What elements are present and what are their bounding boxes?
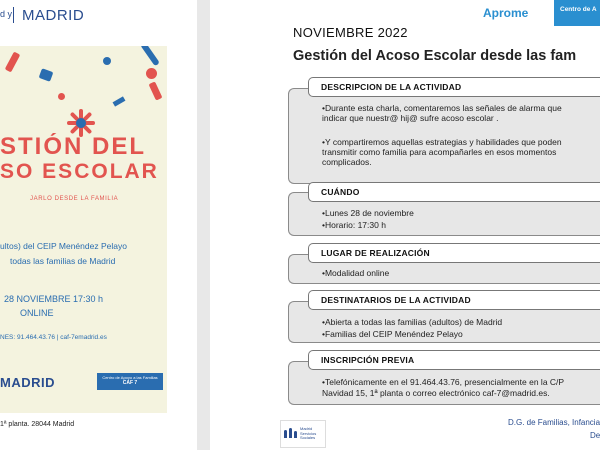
header-fragment: d y — [0, 9, 13, 19]
section-bullet: •Lunes 28 de noviembre — [322, 208, 414, 218]
aprome-logo: Aprome — [483, 6, 529, 20]
header-divider — [13, 7, 14, 23]
section-bullet: Navidad 15, 1ª planta o correo electrónico caf-7@madrid.es. — [322, 388, 550, 398]
decorative-shape — [140, 46, 160, 66]
centro-badge: Centro de A — [554, 0, 600, 26]
poster-title-line2: SO ESCOLAR — [0, 160, 159, 183]
poster-mode: ONLINE — [20, 308, 54, 318]
section-bullet: indicar que nuestr@ hij@ sufre acoso escolar . — [322, 113, 499, 123]
right-page — [210, 0, 600, 450]
decorative-shape — [149, 81, 163, 100]
poster-madrid-logo: MADRID — [0, 375, 55, 390]
logo-caption: Madrid Servicios Sociales — [300, 426, 317, 440]
section-bullet: •Modalidad online — [322, 268, 390, 278]
section-bullet: •Abierta a todas las familias (adultos) de Madrid — [322, 317, 503, 327]
decorative-shape — [58, 93, 65, 100]
decorative-shape — [5, 52, 21, 73]
section-bullet: complicados. — [322, 157, 372, 167]
poster-line: ultos) del CEIP Menéndez Pelayo — [0, 241, 127, 251]
section-bullet: •Durante esta charla, comentaremos las señales de alarma que — [322, 103, 562, 113]
page-title: Gestión del Acoso Escolar desde las fam — [293, 48, 577, 64]
poster-title-line1: STIÓN DEL — [0, 133, 147, 160]
poster-line: todas las familias de Madrid — [10, 256, 116, 266]
decorative-shape — [39, 68, 54, 82]
caf-badge-line1: Centro de Apoyo a las Familias — [102, 375, 158, 380]
madrid-logo-icon — [284, 428, 297, 438]
event-poster — [0, 46, 167, 413]
section-bullet: •Telefónicamente en el 91.464.43.76, presencialmente en la C/P — [322, 377, 565, 387]
footer-organization-cont: De — [590, 431, 600, 440]
month-heading: NOVIEMBRE 2022 — [293, 25, 408, 40]
section-bullet: transmitir como familia para acompañarles en esos momentos — [322, 147, 557, 157]
poster-date: 28 NOVIEMBRE 17:30 h — [4, 294, 104, 304]
caf-badge — [97, 373, 163, 390]
decorative-shape — [103, 57, 111, 65]
decorative-shape — [113, 96, 126, 106]
decorative-shape — [146, 68, 157, 79]
madrid-logo-text: MADRID — [22, 7, 85, 24]
section-label: DESTINATARIOS DE LA ACTIVIDAD — [308, 290, 600, 310]
section-bullet: •Horario: 17:30 h — [322, 220, 386, 230]
section-label: INSCRIPCIÓN PREVIA — [308, 350, 600, 370]
section-bullet: •Familias del CEIP Menéndez Pelayo — [322, 329, 463, 339]
poster-contact: NES: 91.464.43.76 | caf-7emadrid.es — [0, 334, 107, 341]
left-page-header — [0, 4, 197, 26]
madrid-servicios-sociales-logo — [280, 420, 326, 448]
caf-badge-line2: CAF 7 — [122, 380, 138, 386]
left-page — [0, 0, 197, 450]
section-bullet: •Y compartiremos aquellas estrategias y habilidades que poden — [322, 137, 562, 147]
section-label: LUGAR DE REALIZACIÓN — [308, 243, 600, 263]
left-page-footer: 1ª planta. 28044 Madrid — [0, 421, 75, 428]
footer-organization: D.G. de Familias, Infancia — [508, 418, 600, 427]
poster-subtitle: JARLO DESDE LA FAMILIA — [30, 196, 119, 202]
section-label: DESCRIPCION DE LA ACTIVIDAD — [308, 77, 600, 97]
section-label: CUÁNDO — [308, 182, 600, 202]
